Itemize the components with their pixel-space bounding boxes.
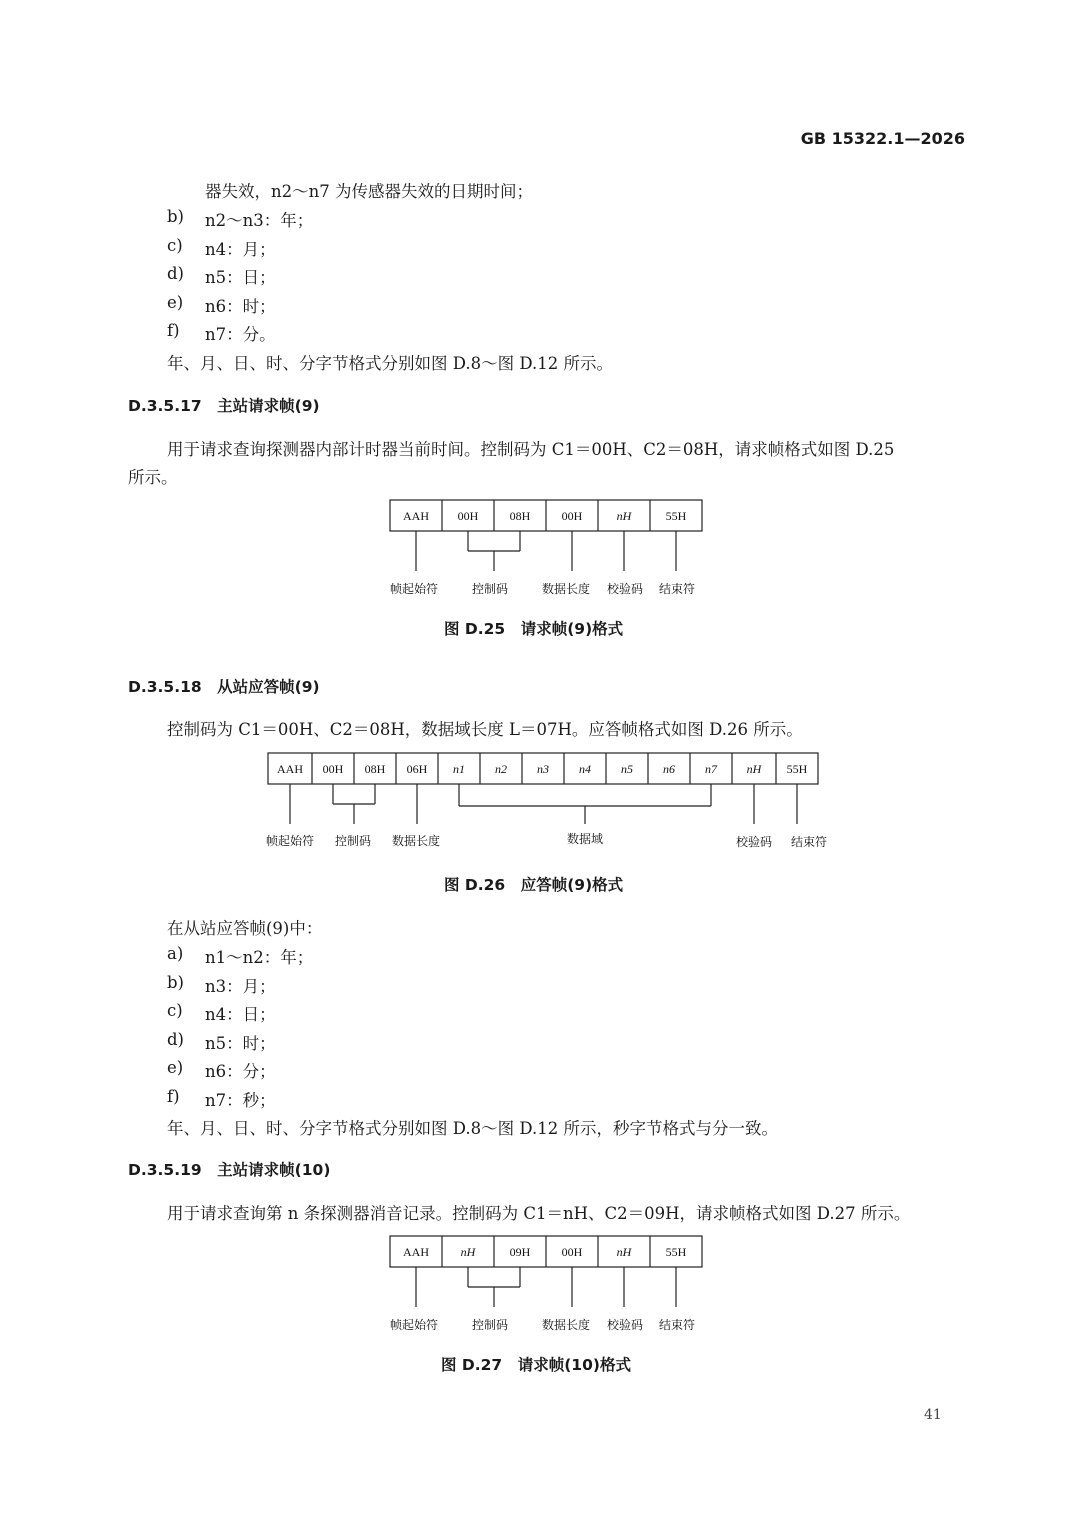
list-item: n4：月； xyxy=(205,240,276,259)
frame-cell: n4 xyxy=(579,762,591,776)
figure-caption-d25: 图 D.25 请求帧(9)格式 xyxy=(444,620,624,638)
frame-cell: 08H xyxy=(509,509,531,523)
frame-cell: nH xyxy=(616,1245,632,1259)
frame-cell: nH xyxy=(746,762,762,776)
frame-cell: n6 xyxy=(663,762,675,776)
list-item: n7：分。 xyxy=(205,325,276,344)
list-item: n6：分； xyxy=(205,1062,276,1081)
frame-cell: 00H xyxy=(322,762,344,776)
list-item-marker: f) xyxy=(167,1087,180,1106)
frame-label: 控制码 xyxy=(334,834,372,848)
list-item: n2～n3：年； xyxy=(205,211,314,230)
list-item: n5：时； xyxy=(205,1034,276,1053)
frame-cell: AAH xyxy=(403,509,429,523)
list-item: n7：秒； xyxy=(205,1091,276,1110)
list-item: n3：月； xyxy=(205,977,276,996)
list-item-marker: b) xyxy=(167,973,184,992)
frame-label: 控制码 xyxy=(471,582,509,596)
list-item-marker: f) xyxy=(167,321,180,340)
frame-label: 帧起始符 xyxy=(389,582,439,596)
intro-closing: 年、月、日、时、分字节格式分别如图 D.8～图 D.12 所示。 xyxy=(167,354,613,373)
frame-label: 校验码 xyxy=(606,1318,644,1332)
frame-label: 结束符 xyxy=(658,582,696,596)
frame-label: 数据长度 xyxy=(541,1318,591,1332)
list-item-marker: a) xyxy=(167,944,184,963)
list-item: n6：时； xyxy=(205,297,276,316)
list-item-marker: e) xyxy=(167,1058,184,1077)
frame-label: 数据长度 xyxy=(391,834,441,848)
frame-cell: n1 xyxy=(453,762,465,776)
figure-caption-d26: 图 D.26 应答帧(9)格式 xyxy=(444,876,624,894)
frame-diagram-d27 xyxy=(380,1231,720,1341)
frame-diagram-d25 xyxy=(380,495,720,605)
frame-cell: 09H xyxy=(509,1245,531,1259)
section-heading-d3517: D.3.5.17 主站请求帧(9) xyxy=(128,397,320,415)
frame-diagram-d26 xyxy=(260,748,840,858)
sec18-closing: 年、月、日、时、分字节格式分别如图 D.8～图 D.12 所示，秒字节格式与分一致。 xyxy=(167,1119,778,1138)
frame-cell: 08H xyxy=(364,762,386,776)
section-heading-d3518: D.3.5.18 从站应答帧(9) xyxy=(128,678,320,696)
frame-label: 数据长度 xyxy=(541,582,591,596)
paragraph: 用于请求查询第 n 条探测器消音记录。控制码为 C1＝nH、C2＝09H，请求帧格式如图 D.27 所示。 xyxy=(167,1204,911,1223)
paragraph: 控制码为 C1＝00H、C2＝08H，数据域长度 L＝07H。应答帧格式如图 D.26 所示。 xyxy=(167,720,803,739)
frame-cell: 00H xyxy=(561,1245,583,1259)
frame-cell: 00H xyxy=(561,509,583,523)
frame-label: 帧起始符 xyxy=(389,1318,439,1332)
frame-cell: n5 xyxy=(621,762,633,776)
frame-cell: AAH xyxy=(277,762,303,776)
list-item-marker: e) xyxy=(167,293,184,312)
intro-continuation: 器失效，n2～n7 为传感器失效的日期时间； xyxy=(205,182,533,201)
frame-cell: 55H xyxy=(786,762,808,776)
list-intro: 在从站应答帧(9)中： xyxy=(167,919,323,938)
frame-label: 结束符 xyxy=(658,1318,696,1332)
standard-number: GB 15322.1—2026 xyxy=(800,129,965,148)
frame-label: 校验码 xyxy=(735,835,773,849)
page-number: 41 xyxy=(924,1407,942,1423)
frame-cell: 55H xyxy=(665,1245,687,1259)
list-item-marker: c) xyxy=(167,1001,183,1020)
frame-label: 控制码 xyxy=(471,1318,509,1332)
frame-cell: nH xyxy=(460,1245,476,1259)
frame-cell: n2 xyxy=(495,762,507,776)
list-item: n5：日； xyxy=(205,268,276,287)
frame-cell: 55H xyxy=(665,509,687,523)
frame-label: 数据域 xyxy=(566,832,604,846)
frame-cell: n7 xyxy=(705,762,717,776)
frame-cell: nH xyxy=(616,509,632,523)
frame-label: 校验码 xyxy=(606,582,644,596)
paragraph: 所示。 xyxy=(128,468,178,487)
list-item-marker: b) xyxy=(167,207,184,226)
list-item-marker: d) xyxy=(167,1030,184,1049)
figure-caption-d27: 图 D.27 请求帧(10)格式 xyxy=(441,1356,631,1374)
frame-cell: 06H xyxy=(406,762,428,776)
section-heading-d3519: D.3.5.19 主站请求帧(10) xyxy=(128,1161,331,1179)
list-item-marker: d) xyxy=(167,264,184,283)
paragraph: 用于请求查询探测器内部计时器当前时间。控制码为 C1＝00H、C2＝08H，请求帧格式如图 D.25 xyxy=(167,440,895,459)
frame-cell: 00H xyxy=(457,509,479,523)
frame-label: 结束符 xyxy=(790,835,828,849)
list-item: n1～n2：年； xyxy=(205,948,314,967)
frame-cell: AAH xyxy=(403,1245,429,1259)
frame-label: 帧起始符 xyxy=(265,834,315,848)
list-item: n4：日； xyxy=(205,1005,276,1024)
list-item-marker: c) xyxy=(167,236,183,255)
frame-cell: n3 xyxy=(537,762,549,776)
